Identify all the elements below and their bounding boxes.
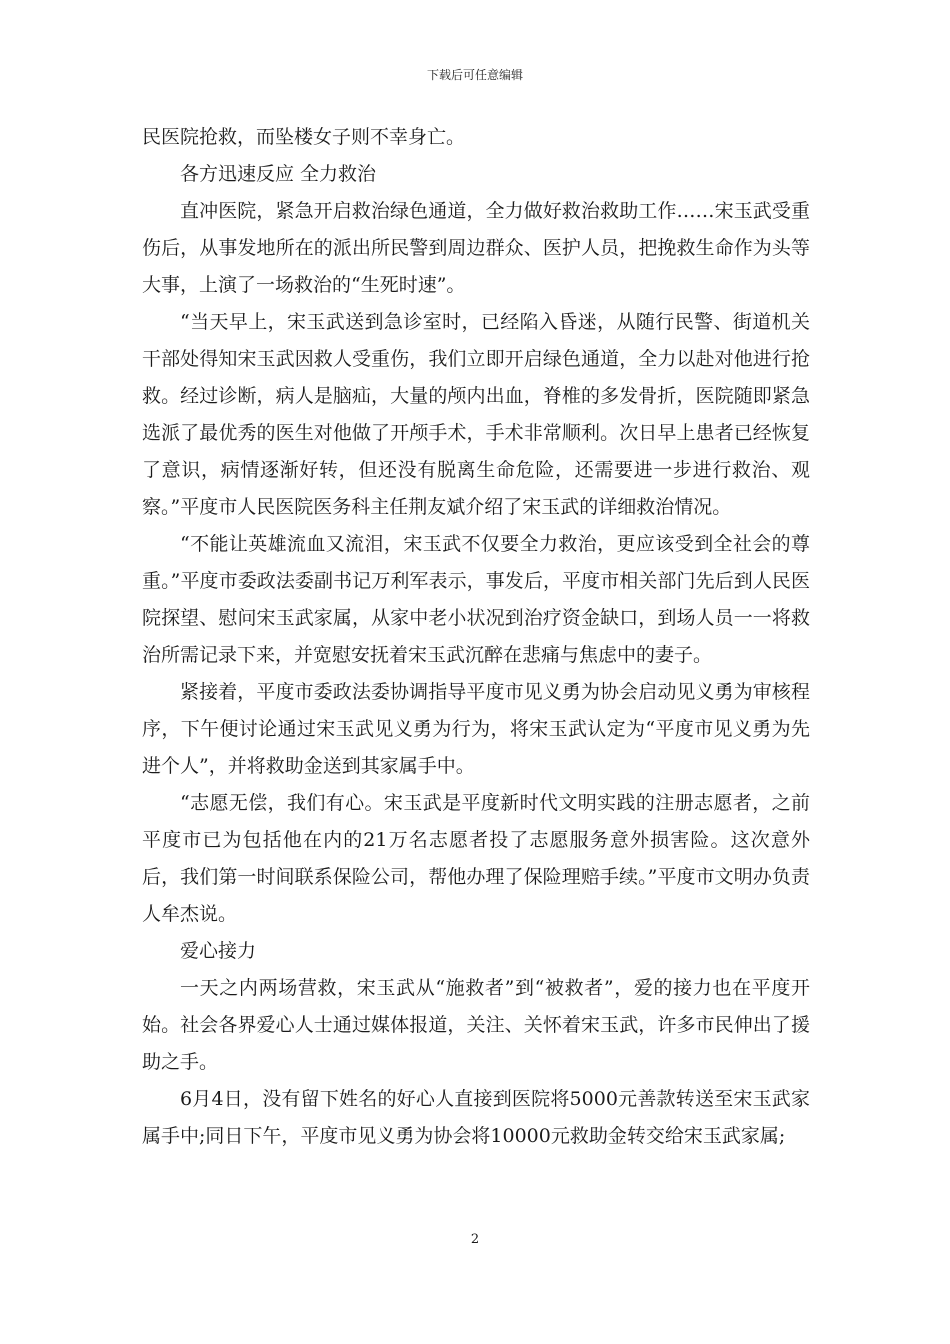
paragraph: “不能让英雄流血又流泪，宋玉武不仅要全力救治，更应该受到全社会的尊重。”平度市委政法委副书记万利军表示，事发后，平度市相关部门先后到人民医院探望、慰问宋玉武家属，从家中老小状况到治疗资金缺口，到场人员一一将救治所需记录下来，并宽慰安抚着宋玉武沉醉在悲痛与焦虑中的妻子。 xyxy=(142,533,810,666)
paragraph: 6月4日，没有留下姓名的好心人直接到医院将5000元善款转送至宋玉武家属手中;同日下午，平度市见义勇为协会将10000元救助金转交给宋玉武家属; xyxy=(142,1088,810,1147)
section-heading: 各方迅速反应 全力救治 xyxy=(180,163,377,185)
paragraph: 直冲医院，紧急开启救治绿色通道，全力做好救治救助工作……宋玉武受重伤后，从事发地所在的派出所民警到周边群众、医护人员，把挽救生命作为头等大事，上演了一场救治的“生死时速”。 xyxy=(142,200,810,296)
page-header: 下载后可任意编辑 xyxy=(426,68,523,82)
paragraph: 一天之内两场营救，宋玉武从“施救者”到“被救者”，爱的接力也在平度开始。社会各界爱心人士通过媒体报道，关注、关怀着宋玉武，许多市民伸出了援助之手。 xyxy=(142,977,810,1073)
paragraph: “当天早上，宋玉武送到急诊室时，已经陷入昏迷，从随行民警、街道机关干部处得知宋玉武因救人受重伤，我们立即开启绿色通道，全力以赴对他进行抢救。经过诊断，病人是脑疝，大量的颅内出血，脊椎的多发骨折，医院随即紧急选派了最优秀的医生对他做了开颅手术，手术非常顺利。次日早上患者已经恢复了意识，病情逐渐好转，但还没有脱离生命危险，还需要进一步进行救治、观察。”平度市人民医院医务科主任荆友斌介绍了宋玉武的详细救治情况。 xyxy=(142,311,810,518)
paragraph: “志愿无偿，我们有心。宋玉武是平度新时代文明实践的注册志愿者，之前平度市已为包括他在内的21万名志愿者投了志愿服务意外损害险。这次意外后，我们第一时间联系保险公司，帮他办理了保险理赔手续。”平度市文明办负责人牟杰说。 xyxy=(142,792,810,925)
section-heading: 爱心接力 xyxy=(180,940,257,962)
page-number: 2 xyxy=(470,1232,480,1247)
paragraph: 民医院抢救，而坠楼女子则不幸身亡。 xyxy=(142,126,466,148)
document-body xyxy=(142,119,810,1155)
paragraph: 紧接着，平度市委政法委协调指导平度市见义勇为协会启动见义勇为审核程序，下午便讨论通过宋玉武见义勇为行为，将宋玉武认定为“平度市见义勇为先进个人”，并将救助金送到其家属手中。 xyxy=(142,681,810,777)
